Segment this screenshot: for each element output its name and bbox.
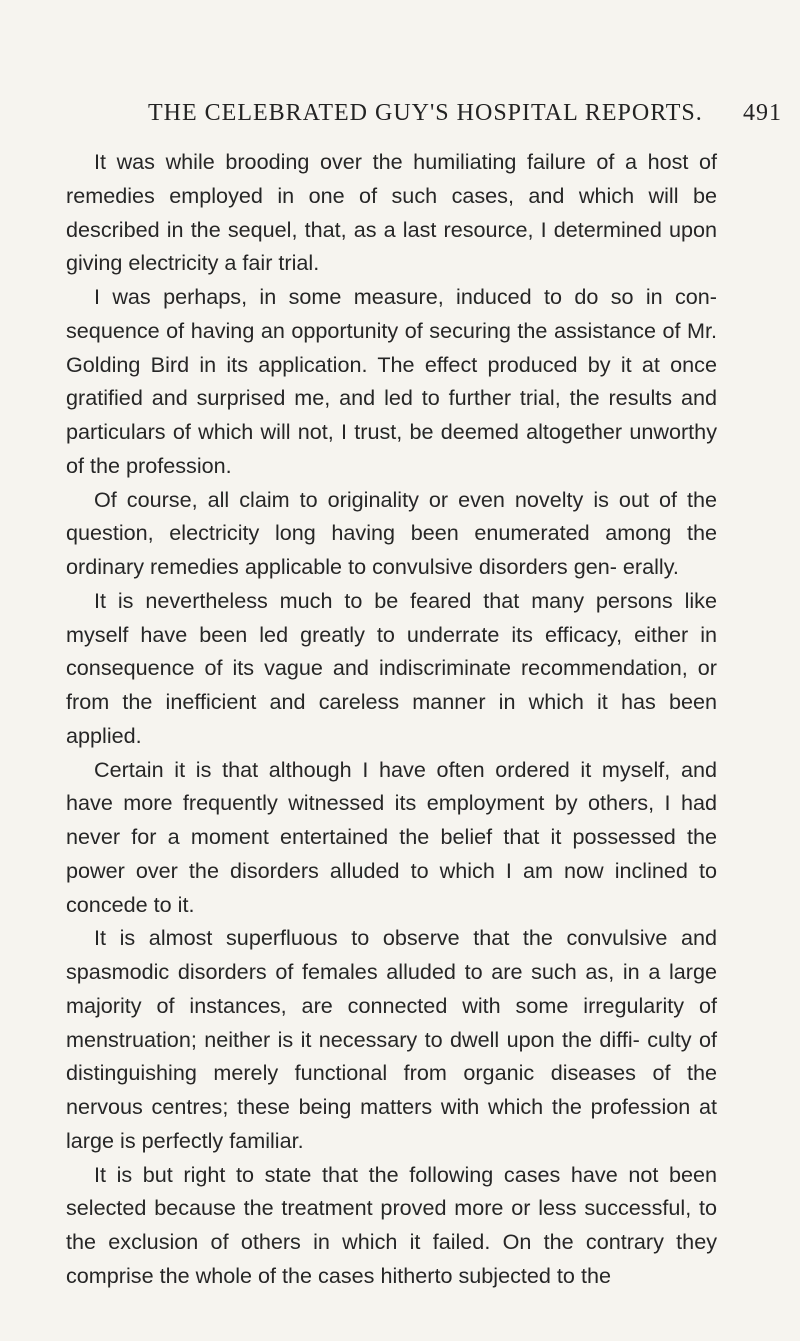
running-head <box>66 100 782 140</box>
paragraph: Of course, all claim to originality or even novelty is out of the question, electricity long having been enumerated among the ordinary remedies applicable to convulsive disorders gen- erally. <box>66 486 717 579</box>
paragraph: It was while brooding over the humiliating failure of a host of remedies employed in one of such cases, and which will be described in the sequel, that, as a last resource, I determined upon giving electricity a fair trial. <box>66 149 717 276</box>
paragraph: It is almost superfluous to observe that the convulsive and spasmodic disorders of females alluded to are such as, in a large majority of instances, are connected with some irregularity of menstruation; neither is it necessary to dwell upon the diffi- culty of distinguishing merely functional from organic diseases of the nervous centres; these being matters with which the profession at large is perfectly familiar. <box>66 925 717 1153</box>
paragraph: It is nevertheless much to be feared that many persons like myself have been led greatly to underrate its efficacy, either in consequence of its vague and indiscriminate recommendation, or from the inefficient and careless manner in which it has been applied. <box>66 587 717 748</box>
running-head-title: THE CELEBRATED GUY'S HOSPITAL REPORTS. <box>148 100 703 126</box>
page-number: 491 <box>743 100 782 126</box>
paragraph: Certain it is that although I have often ordered it myself, and have more frequently witnessed its employment by others, I had never for a moment entertained the belief that it possessed the power over the disorders alluded to which I am now inclined to concede to it. <box>66 756 717 917</box>
body-text <box>66 145 717 1293</box>
paragraph: I was perhaps, in some measure, induced to do so in con- sequence of having an opportunity of securing the assistance of Mr. Golding Bird in its application. The effect produced by it at once gratified and surprised me, and led to further trial, the results and particulars of which will not, I trust, be deemed altogether unworthy of the profession. <box>66 284 717 478</box>
paragraph: It is but right to state that the following cases have not been selected because the treatment proved more or less successful, to the exclusion of others in which it failed. On the contrary they comprise the whole of the cases hitherto subjected to the <box>66 1161 717 1288</box>
